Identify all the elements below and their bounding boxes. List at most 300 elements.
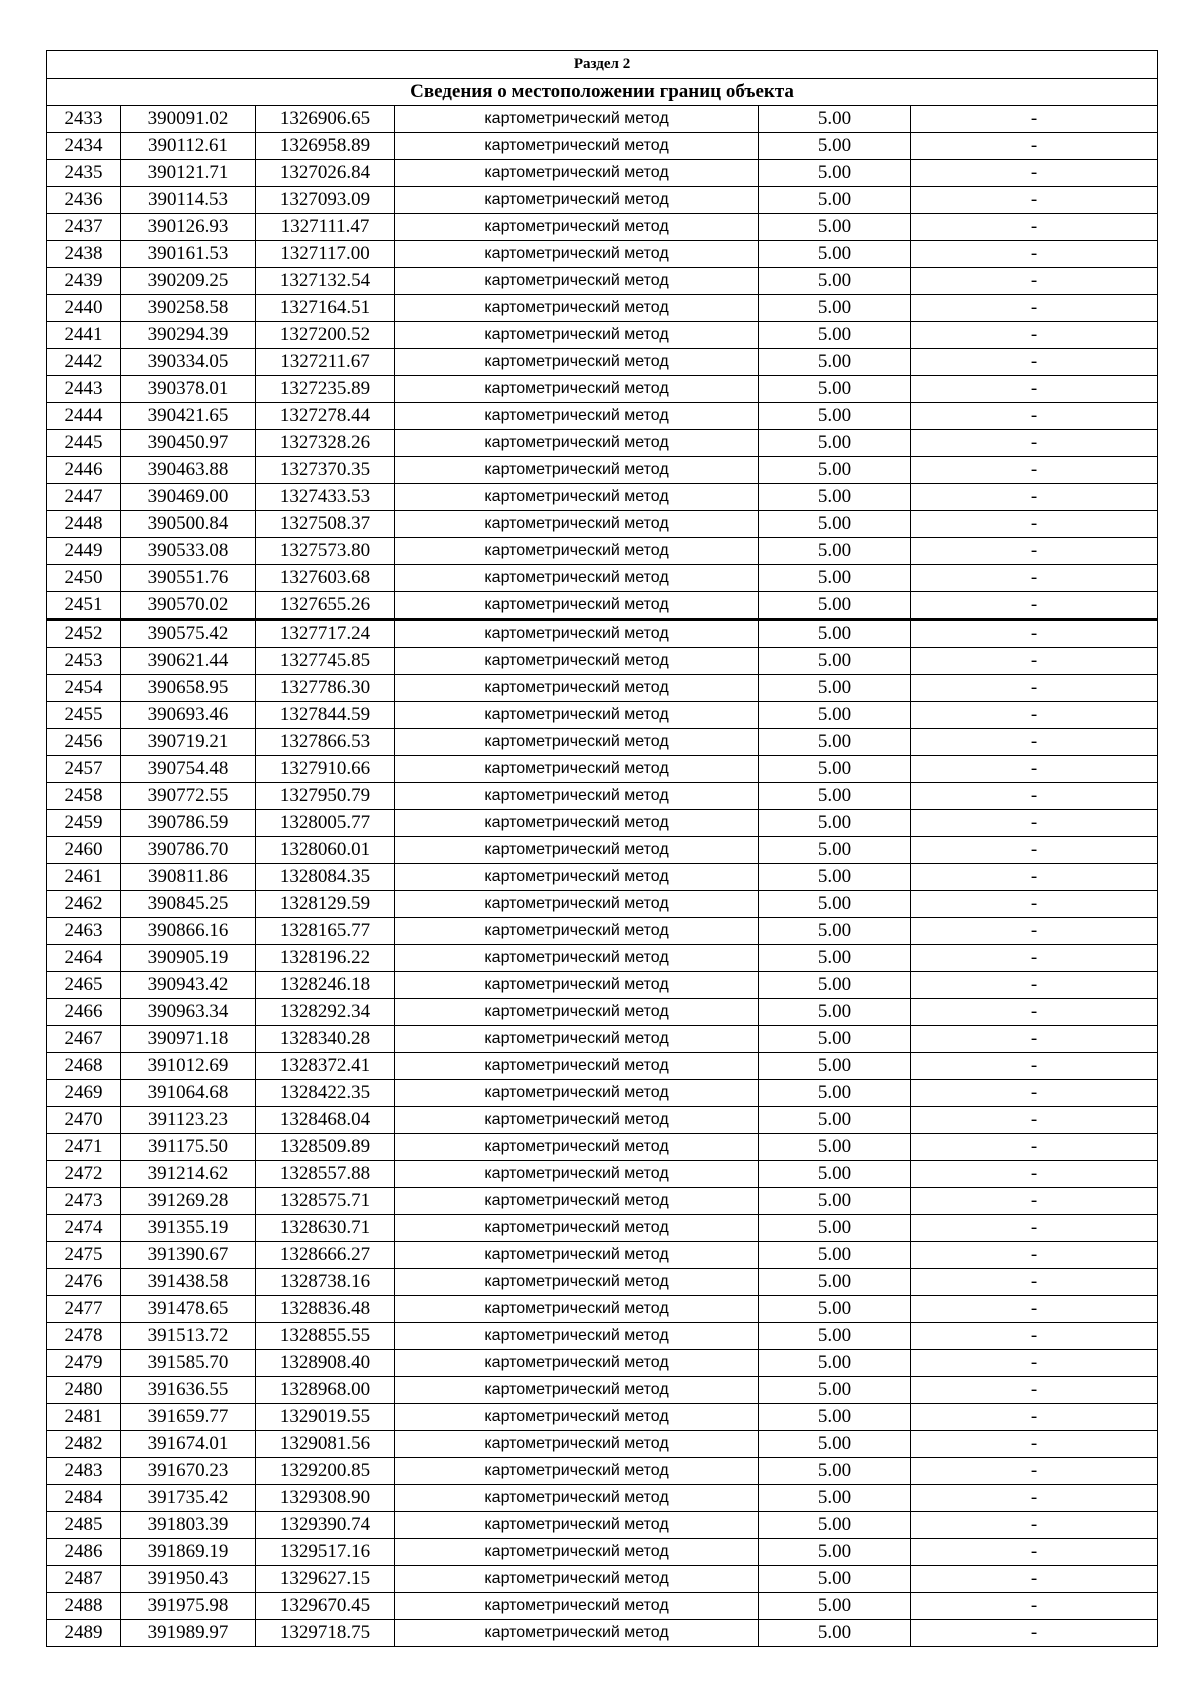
point-number-cell: 2469 — [47, 1080, 121, 1107]
table-row — [47, 972, 1158, 999]
y-coordinate-cell: 1328422.35 — [256, 1080, 395, 1107]
point-number-cell: 2446 — [47, 457, 121, 484]
table-row — [47, 484, 1158, 511]
table-row — [47, 538, 1158, 565]
table-title-row — [47, 79, 1158, 106]
boundary-coordinates-table — [46, 50, 1158, 1647]
x-coordinate-cell: 390811.86 — [121, 864, 256, 891]
description-cell: - — [911, 1161, 1158, 1188]
point-number-cell: 2475 — [47, 1242, 121, 1269]
description-cell: - — [911, 430, 1158, 457]
method-cell: картометрический метод — [395, 1377, 759, 1404]
point-number-cell: 2481 — [47, 1404, 121, 1431]
method-cell: картометрический метод — [395, 1485, 759, 1512]
y-coordinate-cell: 1328738.16 — [256, 1269, 395, 1296]
table-row — [47, 1242, 1158, 1269]
y-coordinate-cell: 1328196.22 — [256, 945, 395, 972]
accuracy-cell: 5.00 — [759, 241, 911, 268]
description-cell: - — [911, 241, 1158, 268]
point-number-cell: 2457 — [47, 756, 121, 783]
y-coordinate-cell: 1328005.77 — [256, 810, 395, 837]
point-number-cell: 2488 — [47, 1593, 121, 1620]
table-row — [47, 1458, 1158, 1485]
x-coordinate-cell: 390450.97 — [121, 430, 256, 457]
y-coordinate-cell: 1329390.74 — [256, 1512, 395, 1539]
x-coordinate-cell: 390126.93 — [121, 214, 256, 241]
method-cell: картометрический метод — [395, 1026, 759, 1053]
description-cell: - — [911, 1620, 1158, 1647]
x-coordinate-cell: 390161.53 — [121, 241, 256, 268]
x-coordinate-cell: 390463.88 — [121, 457, 256, 484]
description-cell: - — [911, 1377, 1158, 1404]
x-coordinate-cell: 390971.18 — [121, 1026, 256, 1053]
table-row — [47, 1620, 1158, 1647]
x-coordinate-cell: 391355.19 — [121, 1215, 256, 1242]
point-number-cell: 2435 — [47, 160, 121, 187]
y-coordinate-cell: 1329670.45 — [256, 1593, 395, 1620]
method-cell: картометрический метод — [395, 268, 759, 295]
method-cell: картометрический метод — [395, 565, 759, 592]
y-coordinate-cell: 1328557.88 — [256, 1161, 395, 1188]
method-cell: картометрический метод — [395, 592, 759, 620]
method-cell: картометрический метод — [395, 1188, 759, 1215]
table-row — [47, 1296, 1158, 1323]
accuracy-cell: 5.00 — [759, 675, 911, 702]
accuracy-cell: 5.00 — [759, 620, 911, 648]
point-number-cell: 2466 — [47, 999, 121, 1026]
y-coordinate-cell: 1328340.28 — [256, 1026, 395, 1053]
description-cell: - — [911, 592, 1158, 620]
description-cell: - — [911, 918, 1158, 945]
description-cell: - — [911, 756, 1158, 783]
accuracy-cell: 5.00 — [759, 891, 911, 918]
method-cell: картометрический метод — [395, 322, 759, 349]
table-row — [47, 214, 1158, 241]
description-cell: - — [911, 484, 1158, 511]
y-coordinate-cell: 1326958.89 — [256, 133, 395, 160]
description-cell: - — [911, 620, 1158, 648]
y-coordinate-cell: 1327111.47 — [256, 214, 395, 241]
y-coordinate-cell: 1329019.55 — [256, 1404, 395, 1431]
table-row — [47, 241, 1158, 268]
method-cell: картометрический метод — [395, 538, 759, 565]
y-coordinate-cell: 1329200.85 — [256, 1458, 395, 1485]
description-cell: - — [911, 1512, 1158, 1539]
accuracy-cell: 5.00 — [759, 1134, 911, 1161]
point-number-cell: 2445 — [47, 430, 121, 457]
x-coordinate-cell: 391390.67 — [121, 1242, 256, 1269]
table-row — [47, 1485, 1158, 1512]
table-row — [47, 945, 1158, 972]
y-coordinate-cell: 1328165.77 — [256, 918, 395, 945]
description-cell: - — [911, 675, 1158, 702]
accuracy-cell: 5.00 — [759, 1323, 911, 1350]
accuracy-cell: 5.00 — [759, 484, 911, 511]
x-coordinate-cell: 390693.46 — [121, 702, 256, 729]
accuracy-cell: 5.00 — [759, 268, 911, 295]
accuracy-cell: 5.00 — [759, 160, 911, 187]
accuracy-cell: 5.00 — [759, 1620, 911, 1647]
point-number-cell: 2465 — [47, 972, 121, 999]
y-coordinate-cell: 1327200.52 — [256, 322, 395, 349]
method-cell: картометрический метод — [395, 106, 759, 133]
table-row — [47, 457, 1158, 484]
point-number-cell: 2450 — [47, 565, 121, 592]
description-cell: - — [911, 810, 1158, 837]
y-coordinate-cell: 1328129.59 — [256, 891, 395, 918]
accuracy-cell: 5.00 — [759, 864, 911, 891]
accuracy-cell: 5.00 — [759, 756, 911, 783]
table-row — [47, 1026, 1158, 1053]
accuracy-cell: 5.00 — [759, 1107, 911, 1134]
description-cell: - — [911, 214, 1158, 241]
method-cell: картометрический метод — [395, 1323, 759, 1350]
point-number-cell: 2464 — [47, 945, 121, 972]
description-cell: - — [911, 1539, 1158, 1566]
table-row — [47, 837, 1158, 864]
point-number-cell: 2452 — [47, 620, 121, 648]
y-coordinate-cell: 1327235.89 — [256, 376, 395, 403]
table-row — [47, 1323, 1158, 1350]
description-cell: - — [911, 160, 1158, 187]
y-coordinate-cell: 1328509.89 — [256, 1134, 395, 1161]
table-row — [47, 729, 1158, 756]
accuracy-cell: 5.00 — [759, 430, 911, 457]
description-cell: - — [911, 1458, 1158, 1485]
x-coordinate-cell: 390091.02 — [121, 106, 256, 133]
point-number-cell: 2440 — [47, 295, 121, 322]
point-number-cell: 2459 — [47, 810, 121, 837]
y-coordinate-cell: 1329627.15 — [256, 1566, 395, 1593]
description-cell: - — [911, 133, 1158, 160]
description-cell: - — [911, 295, 1158, 322]
table-row — [47, 810, 1158, 837]
y-coordinate-cell: 1328855.55 — [256, 1323, 395, 1350]
method-cell: картометрический метод — [395, 1593, 759, 1620]
accuracy-cell: 5.00 — [759, 187, 911, 214]
point-number-cell: 2468 — [47, 1053, 121, 1080]
table-row — [47, 1134, 1158, 1161]
method-cell: картометрический метод — [395, 1431, 759, 1458]
method-cell: картометрический метод — [395, 1107, 759, 1134]
x-coordinate-cell: 391269.28 — [121, 1188, 256, 1215]
x-coordinate-cell: 390754.48 — [121, 756, 256, 783]
method-cell: картометрический метод — [395, 484, 759, 511]
point-number-cell: 2437 — [47, 214, 121, 241]
description-cell: - — [911, 1296, 1158, 1323]
y-coordinate-cell: 1328575.71 — [256, 1188, 395, 1215]
x-coordinate-cell: 391659.77 — [121, 1404, 256, 1431]
method-cell: картометрический метод — [395, 1350, 759, 1377]
point-number-cell: 2454 — [47, 675, 121, 702]
point-number-cell: 2478 — [47, 1323, 121, 1350]
accuracy-cell: 5.00 — [759, 295, 911, 322]
accuracy-cell: 5.00 — [759, 810, 911, 837]
x-coordinate-cell: 390866.16 — [121, 918, 256, 945]
y-coordinate-cell: 1327093.09 — [256, 187, 395, 214]
y-coordinate-cell: 1329718.75 — [256, 1620, 395, 1647]
table-row — [47, 864, 1158, 891]
description-cell: - — [911, 457, 1158, 484]
x-coordinate-cell: 390786.70 — [121, 837, 256, 864]
description-cell: - — [911, 945, 1158, 972]
accuracy-cell: 5.00 — [759, 376, 911, 403]
point-number-cell: 2439 — [47, 268, 121, 295]
x-coordinate-cell: 391735.42 — [121, 1485, 256, 1512]
accuracy-cell: 5.00 — [759, 511, 911, 538]
y-coordinate-cell: 1327866.53 — [256, 729, 395, 756]
x-coordinate-cell: 390551.76 — [121, 565, 256, 592]
accuracy-cell: 5.00 — [759, 702, 911, 729]
point-number-cell: 2433 — [47, 106, 121, 133]
description-cell: - — [911, 1404, 1158, 1431]
accuracy-cell: 5.00 — [759, 1431, 911, 1458]
table-row — [47, 1188, 1158, 1215]
point-number-cell: 2482 — [47, 1431, 121, 1458]
description-cell: - — [911, 1323, 1158, 1350]
accuracy-cell: 5.00 — [759, 999, 911, 1026]
y-coordinate-cell: 1328836.48 — [256, 1296, 395, 1323]
point-number-cell: 2485 — [47, 1512, 121, 1539]
y-coordinate-cell: 1327745.85 — [256, 648, 395, 675]
method-cell: картометрический метод — [395, 1404, 759, 1431]
x-coordinate-cell: 391950.43 — [121, 1566, 256, 1593]
y-coordinate-cell: 1329081.56 — [256, 1431, 395, 1458]
x-coordinate-cell: 390786.59 — [121, 810, 256, 837]
accuracy-cell: 5.00 — [759, 1296, 911, 1323]
accuracy-cell: 5.00 — [759, 1566, 911, 1593]
method-cell: картометрический метод — [395, 783, 759, 810]
method-cell: картометрический метод — [395, 1296, 759, 1323]
table-row — [47, 999, 1158, 1026]
method-cell: картометрический метод — [395, 187, 759, 214]
description-cell: - — [911, 999, 1158, 1026]
description-cell: - — [911, 864, 1158, 891]
accuracy-cell: 5.00 — [759, 783, 911, 810]
method-cell: картометрический метод — [395, 376, 759, 403]
table-row — [47, 160, 1158, 187]
point-number-cell: 2436 — [47, 187, 121, 214]
description-cell: - — [911, 1053, 1158, 1080]
x-coordinate-cell: 390112.61 — [121, 133, 256, 160]
x-coordinate-cell: 391670.23 — [121, 1458, 256, 1485]
y-coordinate-cell: 1328666.27 — [256, 1242, 395, 1269]
x-coordinate-cell: 391175.50 — [121, 1134, 256, 1161]
method-cell: картометрический метод — [395, 1566, 759, 1593]
x-coordinate-cell: 390209.25 — [121, 268, 256, 295]
point-number-cell: 2463 — [47, 918, 121, 945]
x-coordinate-cell: 390500.84 — [121, 511, 256, 538]
x-coordinate-cell: 390121.71 — [121, 160, 256, 187]
description-cell: - — [911, 729, 1158, 756]
accuracy-cell: 5.00 — [759, 1026, 911, 1053]
point-number-cell: 2434 — [47, 133, 121, 160]
table-title: Сведения о местоположении границ объекта — [47, 79, 1158, 106]
y-coordinate-cell: 1327950.79 — [256, 783, 395, 810]
table-row — [47, 349, 1158, 376]
point-number-cell: 2474 — [47, 1215, 121, 1242]
method-cell: картометрический метод — [395, 918, 759, 945]
x-coordinate-cell: 390621.44 — [121, 648, 256, 675]
table-row — [47, 702, 1158, 729]
accuracy-cell: 5.00 — [759, 106, 911, 133]
x-coordinate-cell: 390421.65 — [121, 403, 256, 430]
point-number-cell: 2458 — [47, 783, 121, 810]
y-coordinate-cell: 1327573.80 — [256, 538, 395, 565]
point-number-cell: 2462 — [47, 891, 121, 918]
y-coordinate-cell: 1327910.66 — [256, 756, 395, 783]
y-coordinate-cell: 1328246.18 — [256, 972, 395, 999]
x-coordinate-cell: 391513.72 — [121, 1323, 256, 1350]
table-row — [47, 1107, 1158, 1134]
table-row — [47, 1431, 1158, 1458]
y-coordinate-cell: 1327786.30 — [256, 675, 395, 702]
accuracy-cell: 5.00 — [759, 403, 911, 430]
description-cell: - — [911, 1269, 1158, 1296]
accuracy-cell: 5.00 — [759, 1512, 911, 1539]
table-row — [47, 648, 1158, 675]
y-coordinate-cell: 1327132.54 — [256, 268, 395, 295]
accuracy-cell: 5.00 — [759, 945, 911, 972]
x-coordinate-cell: 390114.53 — [121, 187, 256, 214]
x-coordinate-cell: 390469.00 — [121, 484, 256, 511]
x-coordinate-cell: 390334.05 — [121, 349, 256, 376]
y-coordinate-cell: 1327370.35 — [256, 457, 395, 484]
y-coordinate-cell: 1327117.00 — [256, 241, 395, 268]
point-number-cell: 2460 — [47, 837, 121, 864]
accuracy-cell: 5.00 — [759, 1593, 911, 1620]
x-coordinate-cell: 390905.19 — [121, 945, 256, 972]
x-coordinate-cell: 390943.42 — [121, 972, 256, 999]
accuracy-cell: 5.00 — [759, 565, 911, 592]
method-cell: картометрический метод — [395, 430, 759, 457]
accuracy-cell: 5.00 — [759, 1539, 911, 1566]
x-coordinate-cell: 390963.34 — [121, 999, 256, 1026]
table-row — [47, 187, 1158, 214]
method-cell: картометрический метод — [395, 1269, 759, 1296]
point-number-cell: 2456 — [47, 729, 121, 756]
table-row — [47, 783, 1158, 810]
point-number-cell: 2447 — [47, 484, 121, 511]
x-coordinate-cell: 390772.55 — [121, 783, 256, 810]
accuracy-cell: 5.00 — [759, 1350, 911, 1377]
point-number-cell: 2461 — [47, 864, 121, 891]
table-row — [47, 1053, 1158, 1080]
table-body — [47, 51, 1158, 1647]
description-cell: - — [911, 1350, 1158, 1377]
method-cell: картометрический метод — [395, 1161, 759, 1188]
x-coordinate-cell: 390575.42 — [121, 620, 256, 648]
method-cell: картометрический метод — [395, 972, 759, 999]
method-cell: картометрический метод — [395, 403, 759, 430]
point-number-cell: 2476 — [47, 1269, 121, 1296]
point-number-cell: 2467 — [47, 1026, 121, 1053]
point-number-cell: 2438 — [47, 241, 121, 268]
description-cell: - — [911, 702, 1158, 729]
method-cell: картометрический метод — [395, 675, 759, 702]
table-row — [47, 133, 1158, 160]
accuracy-cell: 5.00 — [759, 322, 911, 349]
point-number-cell: 2487 — [47, 1566, 121, 1593]
x-coordinate-cell: 390570.02 — [121, 592, 256, 620]
method-cell: картометрический метод — [395, 511, 759, 538]
description-cell: - — [911, 1431, 1158, 1458]
x-coordinate-cell: 391214.62 — [121, 1161, 256, 1188]
table-row — [47, 592, 1158, 620]
description-cell: - — [911, 106, 1158, 133]
table-row — [47, 268, 1158, 295]
x-coordinate-cell: 391438.58 — [121, 1269, 256, 1296]
y-coordinate-cell: 1328630.71 — [256, 1215, 395, 1242]
table-row — [47, 430, 1158, 457]
y-coordinate-cell: 1327328.26 — [256, 430, 395, 457]
y-coordinate-cell: 1328908.40 — [256, 1350, 395, 1377]
x-coordinate-cell: 391123.23 — [121, 1107, 256, 1134]
point-number-cell: 2453 — [47, 648, 121, 675]
y-coordinate-cell: 1327278.44 — [256, 403, 395, 430]
accuracy-cell: 5.00 — [759, 1161, 911, 1188]
description-cell: - — [911, 268, 1158, 295]
point-number-cell: 2470 — [47, 1107, 121, 1134]
point-number-cell: 2442 — [47, 349, 121, 376]
y-coordinate-cell: 1328968.00 — [256, 1377, 395, 1404]
y-coordinate-cell: 1328468.04 — [256, 1107, 395, 1134]
method-cell: картометрический метод — [395, 891, 759, 918]
accuracy-cell: 5.00 — [759, 1080, 911, 1107]
description-cell: - — [911, 1593, 1158, 1620]
x-coordinate-cell: 391478.65 — [121, 1296, 256, 1323]
method-cell: картометрический метод — [395, 1458, 759, 1485]
x-coordinate-cell: 390719.21 — [121, 729, 256, 756]
description-cell: - — [911, 1566, 1158, 1593]
table-row — [47, 1566, 1158, 1593]
point-number-cell: 2441 — [47, 322, 121, 349]
y-coordinate-cell: 1326906.65 — [256, 106, 395, 133]
x-coordinate-cell: 391803.39 — [121, 1512, 256, 1539]
description-cell: - — [911, 1134, 1158, 1161]
accuracy-cell: 5.00 — [759, 349, 911, 376]
point-number-cell: 2449 — [47, 538, 121, 565]
x-coordinate-cell: 390294.39 — [121, 322, 256, 349]
table-row — [47, 1377, 1158, 1404]
x-coordinate-cell: 390658.95 — [121, 675, 256, 702]
accuracy-cell: 5.00 — [759, 1458, 911, 1485]
y-coordinate-cell: 1329308.90 — [256, 1485, 395, 1512]
x-coordinate-cell: 391975.98 — [121, 1593, 256, 1620]
accuracy-cell: 5.00 — [759, 1404, 911, 1431]
description-cell: - — [911, 1242, 1158, 1269]
point-number-cell: 2484 — [47, 1485, 121, 1512]
table-row — [47, 1593, 1158, 1620]
accuracy-cell: 5.00 — [759, 1188, 911, 1215]
accuracy-cell: 5.00 — [759, 592, 911, 620]
x-coordinate-cell: 390845.25 — [121, 891, 256, 918]
method-cell: картометрический метод — [395, 241, 759, 268]
method-cell: картометрический метод — [395, 160, 759, 187]
table-row — [47, 376, 1158, 403]
method-cell: картометрический метод — [395, 945, 759, 972]
y-coordinate-cell: 1327211.67 — [256, 349, 395, 376]
description-cell: - — [911, 1188, 1158, 1215]
description-cell: - — [911, 891, 1158, 918]
accuracy-cell: 5.00 — [759, 538, 911, 565]
description-cell: - — [911, 187, 1158, 214]
table-row — [47, 1539, 1158, 1566]
point-number-cell: 2479 — [47, 1350, 121, 1377]
x-coordinate-cell: 391012.69 — [121, 1053, 256, 1080]
accuracy-cell: 5.00 — [759, 648, 911, 675]
accuracy-cell: 5.00 — [759, 457, 911, 484]
